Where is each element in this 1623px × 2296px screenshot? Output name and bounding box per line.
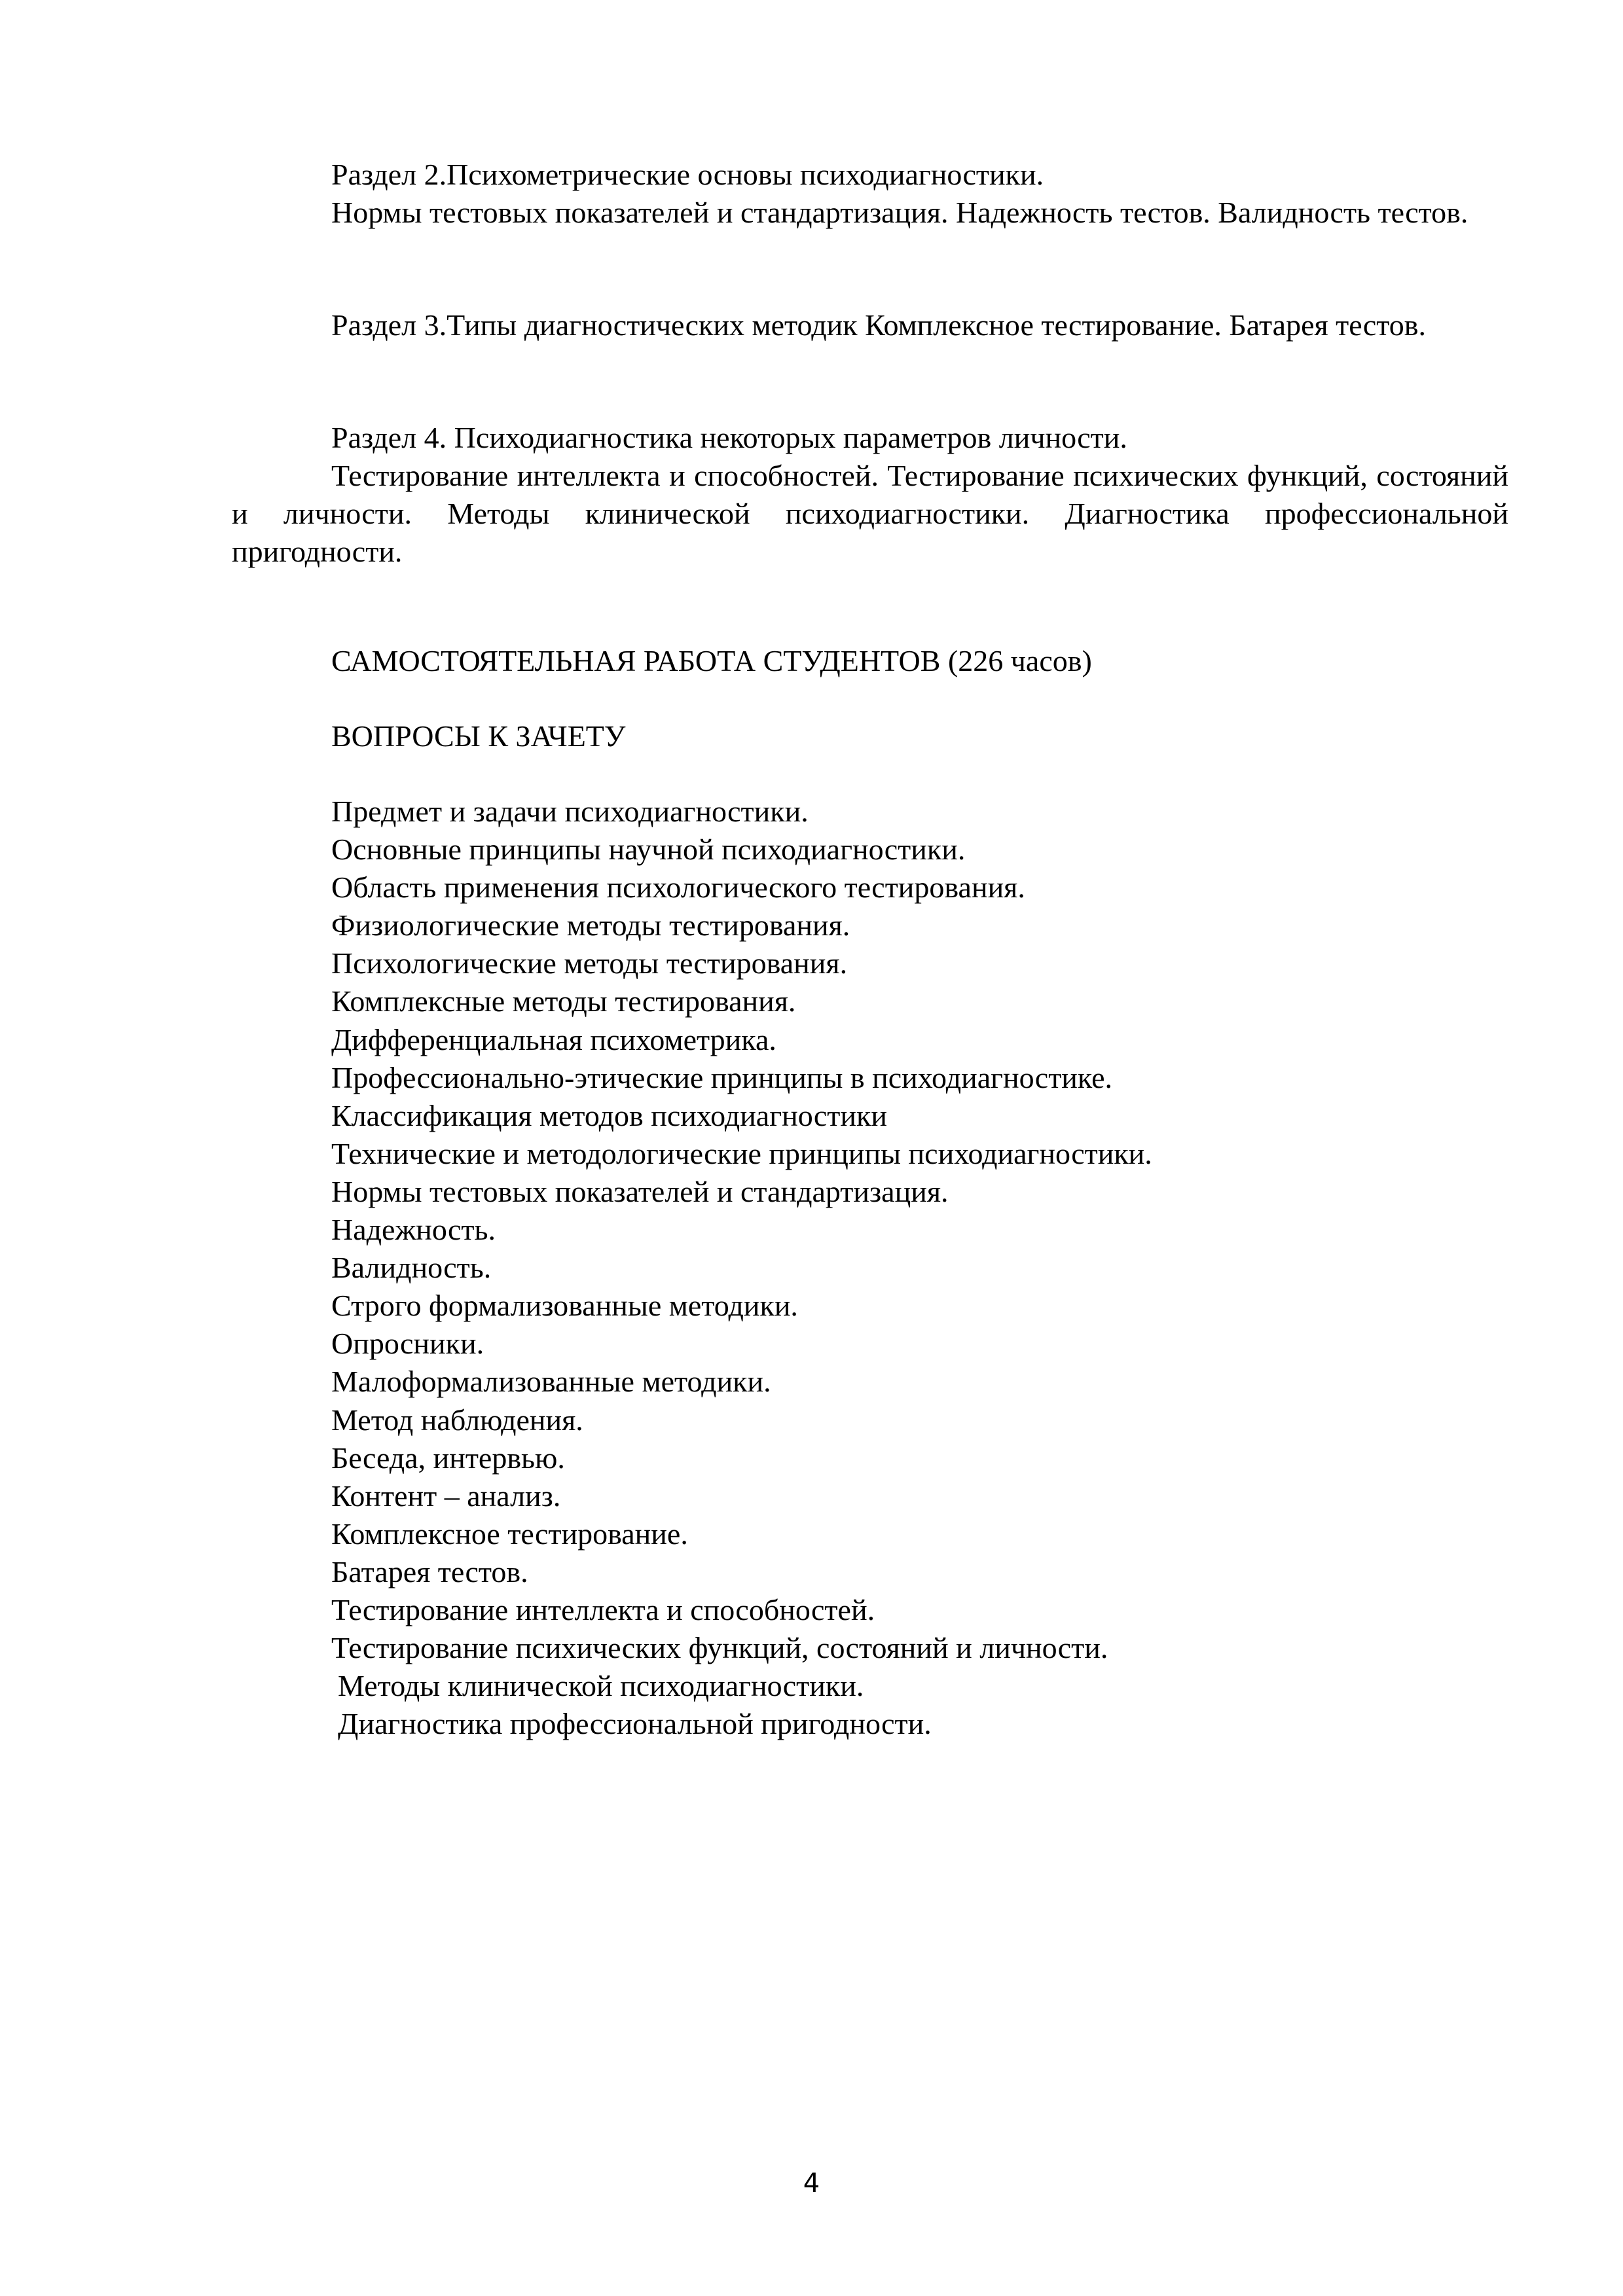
question-item: Классификация методов психодиагностики: [331, 1098, 887, 1132]
question-item: Область применения психологического тестирования.: [331, 870, 1025, 905]
question-item: Психологические методы тестирования.: [331, 946, 848, 980]
question-item: Тестирование психических функций, состояний и личности.: [331, 1631, 1108, 1665]
question-item: Технические и методологические принципы психодиагностики.: [331, 1136, 1152, 1170]
question-item: Метод наблюдения.: [331, 1403, 583, 1437]
question-item: Батарея тестов.: [331, 1554, 528, 1588]
questions-heading: ВОПРОСЫ К ЗАЧЕТУ: [331, 719, 626, 753]
question-item: Профессионально-этические принципы в психодиагностике.: [331, 1060, 1113, 1094]
section-2-title: Раздел 2.Психометрические основы психодиагностики.: [331, 158, 1044, 191]
question-item: Тестирование интеллекта и способностей.: [331, 1592, 875, 1626]
question-item: Строго формализованные методики.: [331, 1289, 798, 1323]
question-item: Малоформализованные методики.: [331, 1365, 771, 1399]
question-item: Валидность.: [331, 1251, 492, 1285]
self-work-heading: САМОСТОЯТЕЛЬНАЯ РАБОТА СТУДЕНТОВ (226 часов): [331, 644, 1092, 677]
question-item: Беседа, интервью.: [331, 1441, 565, 1475]
question-item: Предмет и задачи психодиагностики.: [331, 795, 809, 828]
page-number: 4: [803, 2168, 820, 2198]
section-4-title: Раздел 4. Психодиагностика некоторых параметров личности.: [331, 421, 1127, 454]
question-item: Основные принципы научной психодиагностики.: [331, 833, 966, 867]
question-item: Опросники.: [331, 1327, 484, 1361]
section-2-body: Нормы тестовых показателей и стандартизация. Надежность тестов. Валидность тестов.: [331, 196, 1468, 229]
question-item: Контент – анализ.: [331, 1479, 561, 1513]
question-item: Дифференциальная психометрика.: [331, 1022, 776, 1056]
question-item: Нормы тестовых показателей и стандартизация.: [331, 1174, 949, 1208]
question-item: Физиологические методы тестирования.: [331, 908, 850, 942]
question-item: Комплексное тестирование.: [331, 1516, 688, 1551]
question-item: Методы клинической психодиагностики.: [338, 1669, 864, 1703]
question-item: Комплексные методы тестирования.: [331, 984, 796, 1018]
section-3-body: Раздел 3.Типы диагностических методик Комплексное тестирование. Батарея тестов.: [331, 308, 1426, 342]
question-item: Надежность.: [331, 1213, 496, 1247]
question-item: Диагностика профессиональной пригодности.: [338, 1707, 932, 1741]
questions-list: [331, 793, 1152, 1743]
section-4-body: Тестирование интеллекта и способностей. Тестирование психических функций, состояний и личности. Методы клинической психодиагностики. Диагностика профессиональной пригодности.: [232, 459, 1508, 568]
